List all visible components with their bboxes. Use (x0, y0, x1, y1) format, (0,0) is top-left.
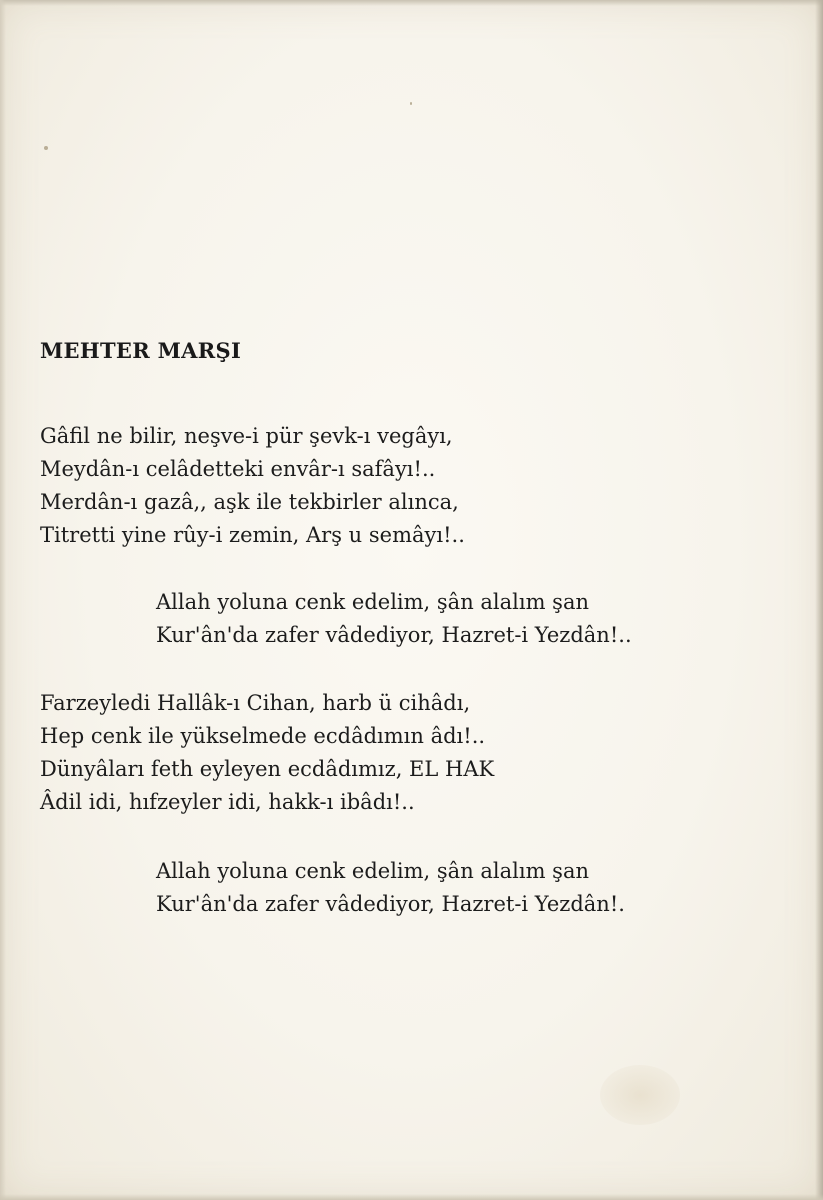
poem-title: MEHTER MARŞI (40, 338, 242, 363)
paper-edge-left (0, 0, 6, 1200)
poem-line: Gâfil ne bilir, neşve-i pür şevk-ı vegâyı, (40, 424, 453, 448)
paper-edge-right (815, 0, 823, 1200)
stanza-1 (40, 420, 465, 552)
poem-line: Allah yoluna cenk edelim, şân alalım şan (156, 859, 589, 883)
poem-line: Farzeyledi Hallâk-ı Cihan, harb ü cihâdı, (40, 691, 471, 715)
poem-line: Meydân-ı celâdetteki envâr-ı safâyı!.. (40, 457, 436, 481)
paper-edge-bottom (0, 1194, 823, 1200)
paper-stain (600, 1065, 680, 1125)
refrain-1 (156, 586, 632, 652)
paper-speck (44, 146, 48, 150)
paper-speck (410, 102, 412, 105)
paper-edge-top (0, 0, 823, 6)
poem-line: Âdil idi, hıfzeyler idi, hakk-ı ibâdı!.. (40, 790, 415, 814)
poem-line: Hep cenk ile yükselmede ecdâdımın âdı!.. (40, 724, 486, 748)
poem-line: Dünyâları feth eyleyen ecdâdımız, EL HAK (40, 757, 495, 781)
refrain-2 (156, 855, 625, 921)
poem-line: Merdân-ı gazâ,, aşk ile tekbirler alınca, (40, 490, 459, 514)
poem-line: Kur'ân'da zafer vâdediyor, Hazret-i Yezdân!.. (156, 623, 632, 647)
poem-line: Kur'ân'da zafer vâdediyor, Hazret-i Yezdân!. (156, 892, 625, 916)
stanza-2 (40, 687, 494, 819)
poem-line: Allah yoluna cenk edelim, şân alalım şan (156, 590, 589, 614)
poem-line: Titretti yine rûy-i zemin, Arş u semâyı!.. (40, 523, 465, 547)
